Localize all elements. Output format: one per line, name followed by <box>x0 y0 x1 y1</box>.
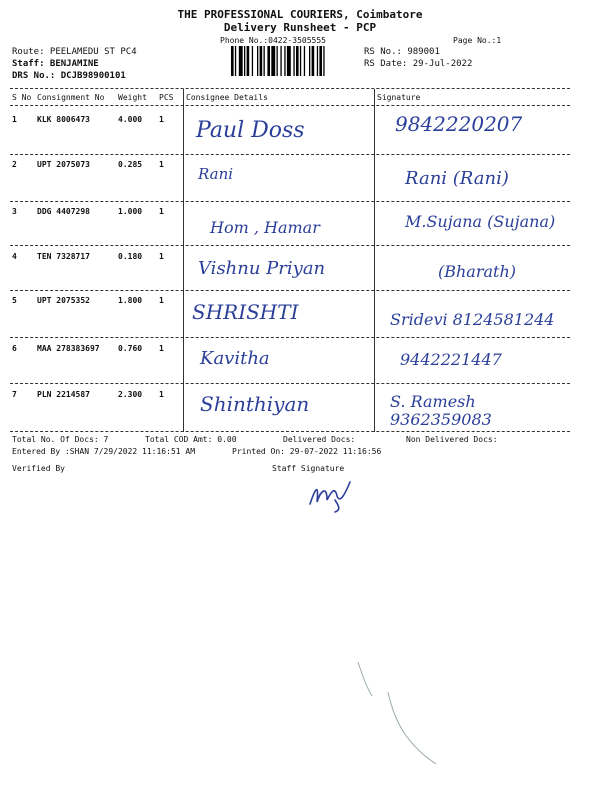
row-2-sno: 2 <box>12 160 17 169</box>
delivered-docs: Delivered Docs: <box>283 435 356 444</box>
row-3-consignment: DDG 4407298 <box>37 207 90 216</box>
barcode-bar <box>296 46 299 76</box>
row-3-rule <box>10 245 570 246</box>
table-top-rule <box>10 88 570 89</box>
entered-by: Entered By :SHAN 7/29/2022 11:16:51 AM <box>12 447 196 456</box>
barcode-bar <box>293 46 294 76</box>
staff-label: Staff: BENJAMINE <box>12 59 99 69</box>
staff-signature-mark <box>305 474 355 514</box>
barcode-bar <box>257 46 258 76</box>
row-6-pcs: 1 <box>159 344 164 353</box>
row-7-consignment: PLN 2214587 <box>37 390 90 399</box>
row-4-rule <box>10 290 570 291</box>
col-consignee: Consignee Details <box>186 93 268 102</box>
row-6-signature-handwriting: 9442221447 <box>400 350 502 369</box>
row-7-pcs: 1 <box>159 390 164 399</box>
printed-on: Printed On: 29-07-2022 11:16:56 <box>232 447 382 456</box>
row-2-pcs: 1 <box>159 160 164 169</box>
drs-number: DRS No.: DCJB98900101 <box>12 71 126 81</box>
row-7-consignee-handwriting: Shinthiyan <box>200 392 310 416</box>
route-label: Route: PEELAMEDU ST PC4 <box>12 47 137 57</box>
barcode-bar <box>317 46 318 76</box>
col-sno: S No <box>12 93 32 102</box>
row-2-rule <box>10 201 570 202</box>
barcode <box>231 46 358 76</box>
signature-column-divider <box>374 89 375 432</box>
row-6-rule <box>10 383 570 384</box>
barcode-bar <box>312 46 315 76</box>
row-7-signature-handwriting: S. Ramesh 9362359083 <box>390 392 492 429</box>
row-3-pcs: 1 <box>159 207 164 216</box>
row-5-consignee-handwriting: SHRISHTI <box>192 300 299 324</box>
row-4-signature-handwriting: (Bharath) <box>438 262 517 281</box>
row-5-weight: 1.800 <box>118 296 143 305</box>
rs-number: RS No.: 989001 <box>364 47 440 57</box>
row-3-consignee-handwriting: Hom , Hamar <box>210 218 320 237</box>
barcode-bar <box>239 46 243 76</box>
row-6-consignee-handwriting: Kavitha <box>200 348 270 369</box>
row-5-sno: 5 <box>12 296 17 305</box>
consignee-column-divider <box>183 89 184 432</box>
barcode-bar <box>304 46 305 76</box>
row-2-signature-handwriting: Rani (Rani) <box>405 168 509 189</box>
staff-signature-label: Staff Signature <box>272 464 345 473</box>
row-1-pcs: 1 <box>159 115 164 124</box>
row-4-consignee-handwriting: Vishnu Priyan <box>198 258 326 279</box>
row-5-rule <box>10 337 570 338</box>
barcode-bar <box>260 46 263 76</box>
page-number: Page No.:1 <box>453 36 502 45</box>
row-5-consignment: UPT 2075352 <box>37 296 90 305</box>
row-7-weight: 2.300 <box>118 390 143 399</box>
row-1-rule <box>10 154 570 155</box>
barcode-bar <box>319 46 322 76</box>
row-7-sno: 7 <box>12 390 17 399</box>
verified-by: Verified By <box>12 464 65 473</box>
total-docs: Total No. Of Docs: 7 <box>12 435 109 444</box>
row-1-sno: 1 <box>12 115 17 124</box>
row-3-weight: 1.000 <box>118 207 143 216</box>
row-4-sno: 4 <box>12 252 17 261</box>
barcode-bar <box>247 46 250 76</box>
row-4-weight: 0.180 <box>118 252 143 261</box>
non-delivered-docs: Non Delivered Docs: <box>406 435 498 444</box>
barcode-bar <box>284 46 285 76</box>
total-cod: Total COD Amt: 0.00 <box>145 435 237 444</box>
row-1-weight: 4.000 <box>118 115 143 124</box>
barcode-bar <box>271 46 275 76</box>
row-2-consignment: UPT 2075073 <box>37 160 90 169</box>
barcode-bar <box>267 46 270 76</box>
table-header-rule <box>10 105 570 106</box>
barcode-bar <box>323 46 324 76</box>
row-1-consignee-handwriting: Paul Doss <box>196 118 305 143</box>
row-3-signature-handwriting: M.Sujana (Sujana) <box>405 212 556 231</box>
scan-mark <box>350 660 460 780</box>
row-7-rule <box>10 431 570 432</box>
row-3-sno: 3 <box>12 207 17 216</box>
col-consignment: Consignment No <box>37 93 105 102</box>
row-5-pcs: 1 <box>159 296 164 305</box>
col-signature: Signature <box>377 93 421 102</box>
barcode-bar <box>235 46 236 76</box>
row-6-weight: 0.760 <box>118 344 143 353</box>
barcode-bar <box>277 46 278 76</box>
row-2-weight: 0.285 <box>118 160 143 169</box>
row-4-pcs: 1 <box>159 252 164 261</box>
barcode-bar <box>252 46 253 76</box>
barcode-bar <box>231 46 234 76</box>
barcode-bar <box>264 46 265 76</box>
runsheet-title: Delivery Runsheet - PCP <box>223 21 377 34</box>
company-title: THE PROFESSIONAL COURIERS, Coimbatore <box>177 8 423 21</box>
row-1-consignment: KLK 8006473 <box>37 115 90 124</box>
col-weight: Weight <box>118 93 147 102</box>
row-4-consignment: TEN 7328717 <box>37 252 90 261</box>
row-5-signature-handwriting: Sridevi 8124581244 <box>390 310 555 329</box>
barcode-bar <box>287 46 291 76</box>
row-2-consignee-handwriting: Rani <box>198 165 234 183</box>
barcode-bar <box>300 46 301 76</box>
barcode-bar <box>280 46 281 76</box>
barcode-bar <box>244 46 245 76</box>
row-1-signature-handwriting: 9842220207 <box>395 112 523 136</box>
row-6-sno: 6 <box>12 344 17 353</box>
row-6-consignment: MAA 278383697 <box>37 344 100 353</box>
barcode-bar <box>309 46 310 76</box>
phone-number: Phone No.:0422-3505555 <box>220 36 326 45</box>
rs-date: RS Date: 29-Jul-2022 <box>364 59 473 69</box>
col-pcs: PCS <box>159 93 174 102</box>
